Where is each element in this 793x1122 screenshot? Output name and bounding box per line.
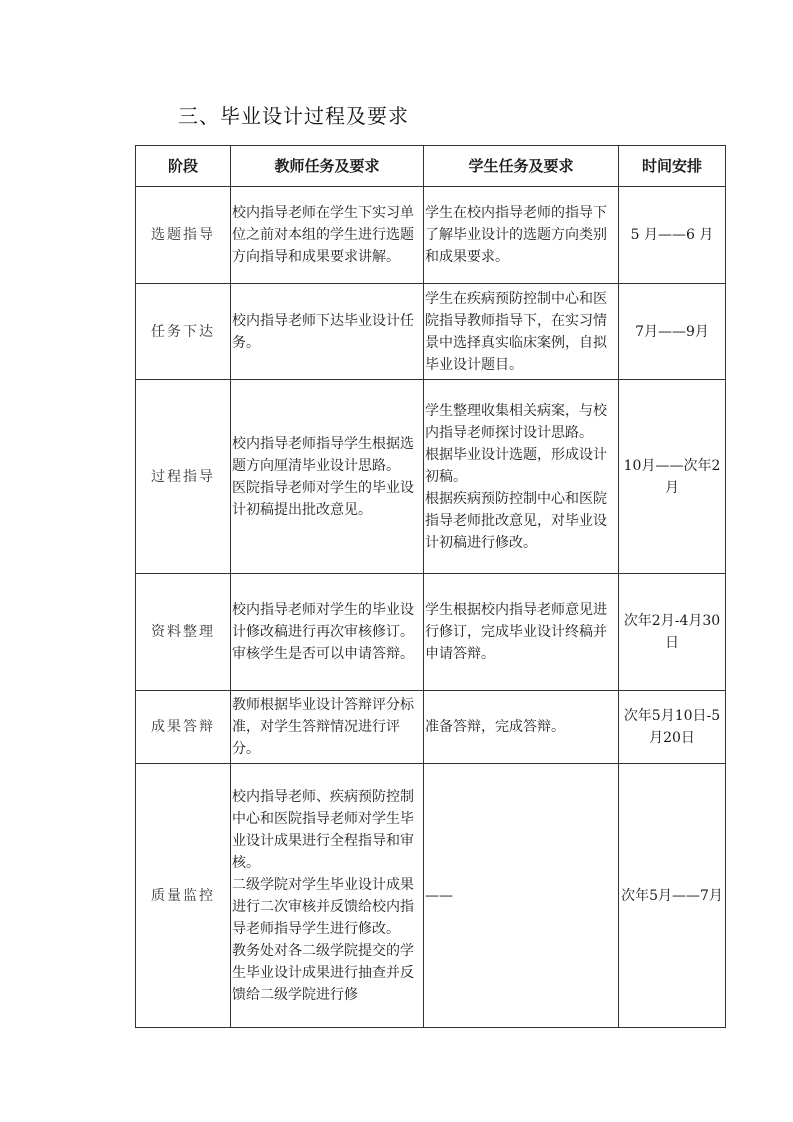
stage-cell: 过程指导 bbox=[136, 380, 231, 574]
time-cell: 次年5月10日-5月20日 bbox=[619, 691, 726, 764]
teacher-cell: 教师根据毕业设计答辩评分标准，对学生答辩情况进行评分。 bbox=[231, 691, 424, 764]
teacher-cell: 校内指导老师下达毕业设计任务。 bbox=[231, 284, 424, 380]
time-cell: 次年5月——7月 bbox=[619, 764, 726, 1028]
header-stage: 阶段 bbox=[136, 146, 231, 187]
student-cell: —— bbox=[424, 764, 619, 1028]
stage-cell: 质量监控 bbox=[136, 764, 231, 1028]
process-table bbox=[135, 145, 726, 1028]
time-cell: 次年2月-4月30日 bbox=[619, 574, 726, 691]
header-student: 学生任务及要求 bbox=[424, 146, 619, 187]
header-time: 时间安排 bbox=[619, 146, 726, 187]
table-row bbox=[136, 764, 726, 1028]
student-cell: 准备答辩，完成答辩。 bbox=[424, 691, 619, 764]
table-row bbox=[136, 284, 726, 380]
student-cell: 学生在疾病预防控制中心和医院指导教师指导下，在实习情景中选择真实临床案例，自拟毕业设计题目。 bbox=[424, 284, 619, 380]
student-cell: 学生整理收集相关病案，与校内指导老师探讨设计思路。 根据毕业设计选题，形成设计初稿。 根据疾病预防控制中心和医院指导老师批改意见，对毕业设计初稿进行修改。 bbox=[424, 380, 619, 574]
student-cell: 学生在校内指导老师的指导下了解毕业设计的选题方向类别和成果要求。 bbox=[424, 187, 619, 284]
stage-cell: 选题指导 bbox=[136, 187, 231, 284]
teacher-cell: 校内指导老师、疾病预防控制中心和医院指导老师对学生毕业设计成果进行全程指导和审核。 二级学院对学生毕业设计成果进行二次审核并反馈给校内指导老师指导学生进行修改。 教务处对各二级学院提交的学生毕业设计成果进行抽查并反馈给二级学院进行修 bbox=[231, 764, 424, 1028]
header-row bbox=[136, 146, 726, 187]
teacher-cell: 校内指导老师对学生的毕业设计修改稿进行再次审核修订。 审核学生是否可以申请答辩。 bbox=[231, 574, 424, 691]
section-title: 三、毕业设计过程及要求 bbox=[178, 104, 409, 128]
table-row bbox=[136, 574, 726, 691]
table-row bbox=[136, 187, 726, 284]
time-cell: 5 月——6 月 bbox=[619, 187, 726, 284]
student-cell: 学生根据校内指导老师意见进行修订，完成毕业设计终稿并申请答辩。 bbox=[424, 574, 619, 691]
stage-cell: 任务下达 bbox=[136, 284, 231, 380]
time-cell: 10月——次年2月 bbox=[619, 380, 726, 574]
stage-cell: 成果答辩 bbox=[136, 691, 231, 764]
time-cell: 7月——9月 bbox=[619, 284, 726, 380]
teacher-cell: 校内指导老师指导学生根据选题方向厘清毕业设计思路。 医院指导老师对学生的毕业设计初稿提出批改意见。 bbox=[231, 380, 424, 574]
teacher-cell: 校内指导老师在学生下实习单位之前对本组的学生进行选题方向指导和成果要求讲解。 bbox=[231, 187, 424, 284]
stage-cell: 资料整理 bbox=[136, 574, 231, 691]
table-row bbox=[136, 380, 726, 574]
header-teacher: 教师任务及要求 bbox=[231, 146, 424, 187]
table-row bbox=[136, 691, 726, 764]
